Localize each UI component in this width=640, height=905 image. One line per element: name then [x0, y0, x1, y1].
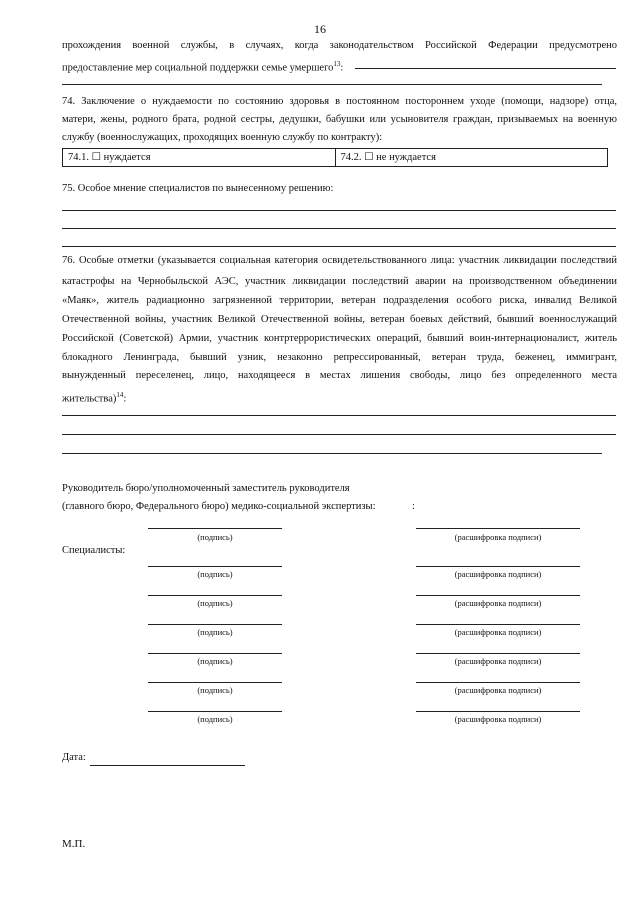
specialist-decode-caption: (расшифровка подписи): [454, 656, 542, 666]
item-76-line-2: катастрофы на Чернобыльской АЭС, участник ликвидации последствий аварии на производственном объединении: [62, 276, 617, 287]
page-number: 16: [314, 22, 326, 36]
intro-fill-line-1[interactable]: [355, 68, 616, 69]
specialist-signature-caption: (подпись): [197, 685, 233, 695]
specialist-decode-line[interactable]: [416, 624, 580, 625]
head-signature-line[interactable]: [148, 528, 282, 529]
footnote-13: 13: [333, 60, 341, 68]
intro-line-2-suffix: :: [340, 62, 344, 74]
specialist-decode-caption: (расшифровка подписи): [454, 627, 542, 637]
specialist-decode-line[interactable]: [416, 682, 580, 683]
intro-line-1: прохождения военной службы, в случаях, когда законодательством Российской Федерации предусмотрено: [62, 40, 617, 51]
item-74-line-1: 74. Заключение о нуждаемости по состоянию здоровья в постоянном постороннем уходе (помощи, надзоре) отца,: [62, 96, 617, 107]
specialist-decode-line[interactable]: [416, 595, 580, 596]
intro-line-2: [62, 55, 362, 78]
item-76-line-7: вынужденный переселенец, лицо, находящееся в местах лишения свободы, лицо без определенного места: [62, 370, 617, 381]
specialists-label: Специалисты:: [62, 545, 126, 556]
specialist-decode-line[interactable]: [416, 711, 580, 712]
item-74-options-box: [62, 148, 608, 167]
item-76-line-c[interactable]: [62, 453, 602, 454]
item-75-line-3[interactable]: [62, 246, 616, 247]
item-74-line-3: службу (военнослужащих, проходящих военную службу по контракту):: [62, 132, 383, 143]
specialist-signature-line[interactable]: [148, 595, 282, 596]
specialist-decode-caption: (расшифровка подписи): [454, 569, 542, 579]
stamp-label: М.П.: [62, 838, 86, 850]
specialist-decode-caption: (расшифровка подписи): [454, 685, 542, 695]
head-decode-line[interactable]: [416, 528, 580, 529]
item-75-label: 75. Особое мнение специалистов по вынесенному решению:: [62, 183, 334, 194]
item-75-line-2[interactable]: [62, 228, 616, 229]
head-decode-caption: (расшифровка подписи): [454, 532, 542, 542]
specialist-signature-caption: (подпись): [197, 598, 233, 608]
item-75-line-1[interactable]: [62, 210, 616, 211]
specialist-signature-line[interactable]: [148, 711, 282, 712]
item-74-line-2: матери, жены, родного брата, родной сестры, дедушки, бабушки или усыновителя граждан, призываемых на военную: [62, 114, 617, 125]
head-colon: :: [412, 501, 415, 512]
option-no-care[interactable]: 74.2. ☐ не нуждается: [335, 149, 608, 166]
item-76-line-6: блокадного Ленинграда, бывший узник, незаконно репрессированный, ветеран труда, беженец, иммигрант,: [62, 352, 617, 363]
item-76-line-3: «Маяк», житель радиационно загрязненной территории, ветеран подразделения особого риска, инвалид Великой: [62, 295, 617, 306]
item-76-line-1: 76. Особые отметки (указывается социальная категория освидетельствованного лица: участник ликвидации последствий: [62, 255, 617, 266]
date-field-line[interactable]: [90, 765, 245, 766]
item-76-line-b[interactable]: [62, 434, 616, 435]
item-76-line-a[interactable]: [62, 415, 616, 416]
item-76-last-suffix: :: [123, 393, 127, 405]
item-76-line-5: Российской (Советской) Армии, участник контртеррористических операций, бывший воин-интернационалист, житель: [62, 333, 617, 344]
head-signature-caption: (подпись): [197, 532, 233, 542]
specialist-decode-caption: (расшифровка подписи): [454, 598, 542, 608]
specialist-signature-line[interactable]: [148, 653, 282, 654]
footnote-14: 14: [116, 391, 124, 399]
specialist-decode-line[interactable]: [416, 653, 580, 654]
option-needs-care[interactable]: 74.1. ☐ нуждается: [68, 152, 151, 163]
date-label: Дата:: [62, 752, 86, 763]
intro-fill-line-2[interactable]: [62, 84, 602, 85]
specialist-signature-line[interactable]: [148, 624, 282, 625]
item-76-line-8: [62, 386, 617, 409]
head-title-line-1: Руководитель бюро/уполномоченный заместитель руководителя: [62, 483, 350, 494]
specialist-signature-caption: (подпись): [197, 569, 233, 579]
item-76-last-text: жительства): [62, 393, 117, 405]
specialist-signature-line[interactable]: [148, 682, 282, 683]
specialist-signature-line[interactable]: [148, 566, 282, 567]
specialist-signature-caption: (подпись): [197, 714, 233, 724]
item-76-line-4: Отечественной войны, участник Великой Отечественной войны, ветеран боевых действий, бывший военнослужащий: [62, 314, 617, 325]
specialist-decode-line[interactable]: [416, 566, 580, 567]
specialist-decode-caption: (расшифровка подписи): [454, 714, 542, 724]
specialist-signature-caption: (подпись): [197, 656, 233, 666]
intro-line-2-text: предоставление мер социальной поддержки семье умершего: [62, 62, 334, 74]
head-title-line-2: (главного бюро, Федерального бюро) медико-социальной экспертизы:: [62, 501, 376, 512]
specialist-signature-caption: (подпись): [197, 627, 233, 637]
